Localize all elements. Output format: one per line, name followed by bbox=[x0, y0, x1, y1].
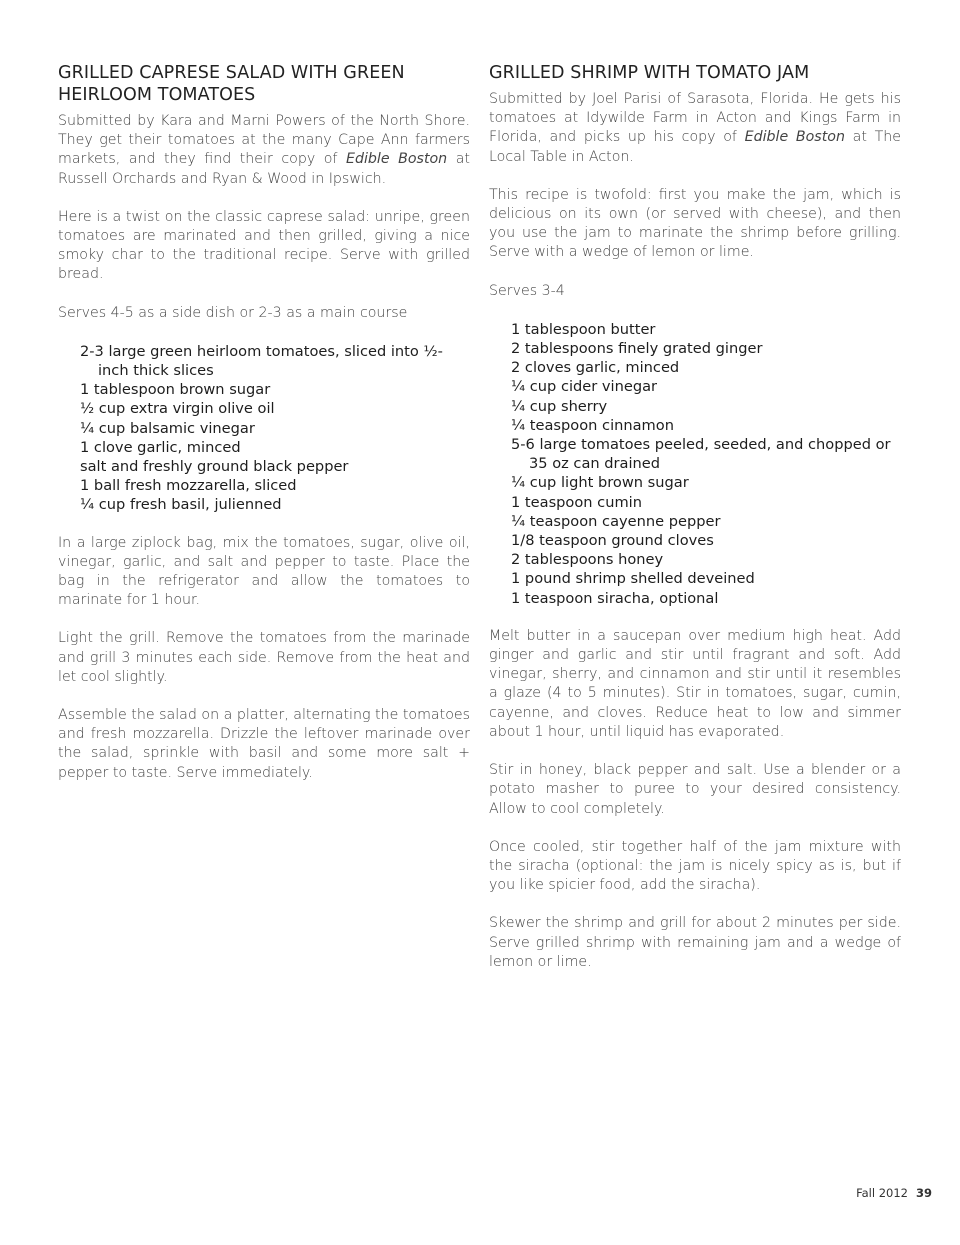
ingredient: 2 cloves garlic, minced bbox=[511, 359, 680, 377]
recipe-step: Once cooled, stir together half of the jam mixture with the siracha (optional: the jam is nicely spicy as is, but if you like spicier food, add the siracha). bbox=[489, 838, 901, 894]
ingredient: 1 pound shrimp shelled deveined bbox=[511, 570, 755, 588]
recipe-step: Melt butter in a saucepan over medium high heat. Add ginger and garlic and stir until fragrant and soft. Add vinegar, sherry, and cinnamon and stir until it resembles a glaze (4 to 5 minutes). Stir in tomatoes, sugar, cumin, cayenne, and cloves. Reduce heat to low and simmer about 1 hour, until liquid has evaporated. bbox=[489, 627, 901, 740]
ingredient: 2-3 large green heirloom tomatoes, sliced into ½-inch thick slices bbox=[80, 342, 443, 380]
ingredient: salt and freshly ground black pepper bbox=[80, 458, 349, 476]
ingredient: 1 tablespoon butter bbox=[511, 320, 656, 338]
recipe-step: Light the grill. Remove the tomatoes from the marinade and grill 3 minutes each side. Remove from the heat and let cool slightly. bbox=[58, 630, 470, 685]
intro-text-end: at The Local Table in Acton. bbox=[489, 129, 902, 165]
recipe-step: Skewer the shrimp and grill for about 2 minutes per side. Serve grilled shrimp with remaining jam and a wedge of lemon or lime. bbox=[489, 915, 901, 970]
recipe-step: In a large ziplock bag, mix the tomatoes, sugar, olive oil, vinegar, garlic, and salt and pepper to taste. Place the bag in the refrigerator and allow the tomatoes to marinate for 1 hour. bbox=[58, 534, 470, 609]
ingredient: 2 tablespoons honey bbox=[511, 551, 664, 569]
recipe-step: Stir in honey, black pepper and salt. Use a blender or a potato masher to puree to your desired consistency. Allow to cool completely. bbox=[489, 762, 901, 817]
ingredient: 5-6 large tomatoes peeled, seeded, and chopped or 35 oz can drained bbox=[511, 436, 891, 473]
ingredient: ¼ teaspoon cayenne pepper bbox=[511, 512, 721, 530]
ingredient: 1 clove garlic, minced bbox=[80, 438, 241, 456]
ingredient: ¼ cup balsamic vinegar bbox=[80, 419, 255, 437]
recipe-description: Here is a twist on the classic caprese salad: unripe, green tomatoes are marinated and then grilled, giving a nice smoky char to the traditional recipe. Serve with grilled bread. bbox=[58, 208, 470, 283]
recipe-serves: Serves 3-4 bbox=[489, 282, 565, 299]
intro-text-end: at Russell Orchards and Ryan & Wood in Ipswich. bbox=[58, 151, 470, 187]
recipe-description: This recipe is twofold: first you make the jam, which is delicious on its own (or served with cheese), and then you use the jam to marinate the shrimp before grilling. Serve with a wedge of lemon or lime. bbox=[489, 186, 901, 261]
recipe-title: GRILLED SHRIMP WITH TOMATO JAM bbox=[489, 63, 810, 83]
ingredient-list bbox=[80, 342, 470, 515]
recipe-intro bbox=[58, 112, 470, 189]
issue-label: Fall 2012 bbox=[856, 1186, 908, 1200]
recipe-step: Assemble the salad on a platter, alternating the tomatoes and fresh mozzarella. Drizzle the leftover marinade over the salad, sprinkle with basil and some more salt + pepper to taste. Serve immediately. bbox=[58, 707, 470, 781]
caprese-recipe bbox=[58, 62, 470, 802]
ingredient: 1 tablespoon brown sugar bbox=[80, 381, 271, 399]
ingredient-list bbox=[511, 320, 901, 608]
ingredient: ½ cup extra virgin olive oil bbox=[80, 400, 275, 418]
ingredient: 1/8 teaspoon ground cloves bbox=[511, 532, 714, 550]
intro-text: Submitted by Kara and Marni Powers of the North Shore. They get their tomatoes at the many Cape Ann farmers markets, and they find their copy of bbox=[58, 113, 470, 168]
recipe-title: GRILLED CAPRESE SALAD WITH GREEN HEIRLOOM TOMATOES bbox=[58, 63, 405, 105]
ingredient: ¼ cup light brown sugar bbox=[511, 474, 689, 492]
ingredient: ¼ cup sherry bbox=[511, 397, 608, 415]
shrimp-recipe bbox=[489, 62, 901, 991]
ingredient: ¼ teaspoon cinnamon bbox=[511, 416, 674, 434]
page-number: 39 bbox=[915, 1186, 932, 1200]
ingredient: ¼ cup cider vinegar bbox=[511, 378, 658, 396]
page-footer bbox=[856, 1186, 932, 1200]
recipe-serves: Serves 4-5 as a side dish or 2-3 as a main course bbox=[58, 304, 408, 321]
recipe-intro bbox=[489, 90, 901, 167]
ingredient: 1 ball fresh mozzarella, sliced bbox=[80, 477, 297, 495]
intro-text: Submitted by Joel Parisi of Sarasota, Florida. He gets his tomatoes at Idywilde Farm in Acton and Kings Farm in Florida, and picks up his copy of bbox=[489, 91, 901, 146]
publication-name: Edible Boston bbox=[744, 129, 845, 146]
ingredient: 1 teaspoon cumin bbox=[511, 493, 642, 511]
ingredient: 2 tablespoons finely grated ginger bbox=[511, 340, 763, 358]
ingredient: ¼ cup fresh basil, julienned bbox=[80, 496, 282, 514]
publication-name: Edible Boston bbox=[346, 151, 448, 168]
ingredient: 1 teaspoon siracha, optional bbox=[511, 589, 719, 607]
